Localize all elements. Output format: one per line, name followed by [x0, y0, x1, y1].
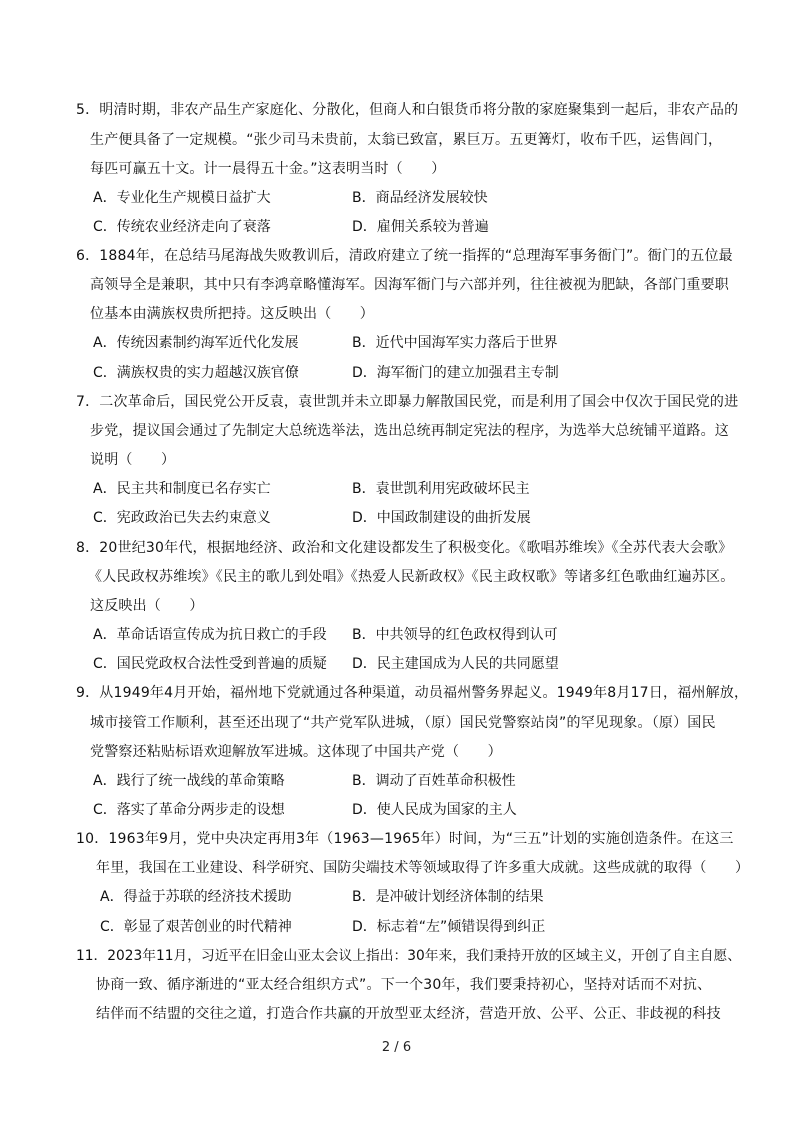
option-b: B．中共领导的红色政权得到认可 [352, 627, 558, 643]
option-c: C．国民党政权合法性受到普遍的质疑 [93, 656, 327, 672]
option-a: A．革命话语宣传成为抗日救亡的手段 [93, 627, 327, 643]
question-text-line: 结伴而不结盟的交往之道，打造合作共赢的开放型亚太经济，营造开放、公平、公正、非歧视的科技 [96, 1006, 721, 1022]
option-c: C．宪政政治已失去约束意义 [93, 510, 271, 526]
question-text-line: 6．1884年，在总结马尾海战失败教训后，清政府建立了统一指挥的“总理海军事务衙门”。衙门的五位最 [76, 248, 733, 264]
question-text-line: 11．2023年11月，习近平在旧金山亚太会议上指出：30年来，我们秉持开放的区域主义，开创了自主自愿、 [76, 948, 741, 964]
question-text-line: 每匹可赢五十文。计一晨得五十金。”这表明当时（ ） [90, 161, 446, 177]
question-text-line: 10．1963年9月，党中央决定再用3年（1963—1965年）时间，为“三五”计划的实施创造条件。在这三 [76, 831, 734, 847]
question-text-line: 党警察还粘贴标语欢迎解放军进城。这体现了中国共产党（ ） [90, 744, 502, 760]
question-text-line: 协商一致、循序渐进的“亚太经合组织方式”。下一个30年，我们要秉持初心，坚持对话而不对抗、 [96, 977, 712, 993]
option-b: B．是冲破计划经济体制的结果 [352, 889, 544, 905]
question-text-line: 5．明清时期，非农产品生产家庭化、分散化，但商人和白银货币将分散的家庭聚集到一起后，非农产品的 [76, 102, 739, 118]
question-text-line: 年里，我国在工业建设、科学研究、国防尖端技术等领域取得了许多重大成就。这些成就的取得（ ） [96, 860, 750, 876]
option-d: D．民主建国成为人民的共同愿望 [352, 656, 559, 672]
option-c: C．传统农业经济走向了衰落 [93, 219, 271, 235]
question-text-line: 说明（ ） [90, 452, 176, 468]
option-a: A．民主共和制度已名存实亡 [93, 481, 271, 497]
option-d: D．海军衙门的建立加强君主专制 [352, 365, 559, 381]
question-text-line: 这反映出（ ） [90, 598, 204, 614]
question-text-line: 8．20世纪30年代，根据地经济、政治和文化建设都发生了积极变化。《歌唱苏维埃》《全苏代表大会歌》 [76, 540, 733, 556]
question-text-line: 步党，提议国会通过了先制定大总统选举法，选出总统再制定宪法的程序，为选举大总统铺平道路。这 [90, 423, 729, 439]
question-text-line: 位基本由满族权贵所把持。这反映出（ ） [90, 306, 374, 322]
option-b: B．近代中国海军实力落后于世界 [352, 335, 558, 351]
option-c: C．满族权贵的实力超越汉族官僚 [93, 365, 299, 381]
page-number: 2 / 6 [381, 1040, 412, 1055]
option-a: A．得益于苏联的经济技术援助 [100, 889, 292, 905]
option-a: A．传统因素制约海军近代化发展 [93, 335, 299, 351]
option-d: D．中国政制建设的曲折发展 [352, 510, 531, 526]
question-text-line: 高领导全是兼职，其中只有李鸿章略懂海军。因海军衙门与六部并列，往往被视为肥缺，各部门重要职 [90, 277, 729, 293]
option-a: A．专业化生产规模日益扩大 [93, 190, 271, 206]
option-b: B．商品经济发展较快 [352, 190, 488, 206]
question-text-line: 城市接管工作顺利，甚至还出现了“共产党军队进城，（原）国民党警察站岗”的罕见现象。（原）国民 [90, 715, 716, 731]
option-d: D．雇佣关系较为普遍 [352, 219, 489, 235]
option-b: B．调动了百姓革命积极性 [352, 773, 516, 789]
option-b: B．袁世凯利用宪政破坏民主 [352, 481, 530, 497]
option-c: C．落实了革命分两步走的设想 [93, 802, 285, 818]
option-a: A．践行了统一战线的革命策略 [93, 773, 285, 789]
question-text-line: 《人民政权苏维埃》《民主的歌儿到处唱》《热爱人民新政权》《民主政权歌》等诸多红色歌曲红遍苏区。 [88, 569, 735, 585]
question-text-line: 生产便具备了一定规模。“张少司马未贵前，太翁已致富，累巨万。五更篝灯，收布千匹，运售闾门， [90, 132, 723, 148]
option-d: D．标志着“左”倾错误得到纠正 [352, 919, 546, 935]
question-text-line: 7．二次革命后，国民党公开反袁，袁世凯并未立即暴力解散国民党，而是利用了国会中仅次于国民党的进 [76, 394, 739, 410]
question-text-line: 9．从1949年4月开始，福州地下党就通过各种渠道，动员福州警务界起义。1949年8月17日，福州解放， [76, 685, 749, 701]
option-c: C．彰显了艰苦创业的时代精神 [100, 919, 292, 935]
option-d: D．使人民成为国家的主人 [352, 802, 517, 818]
